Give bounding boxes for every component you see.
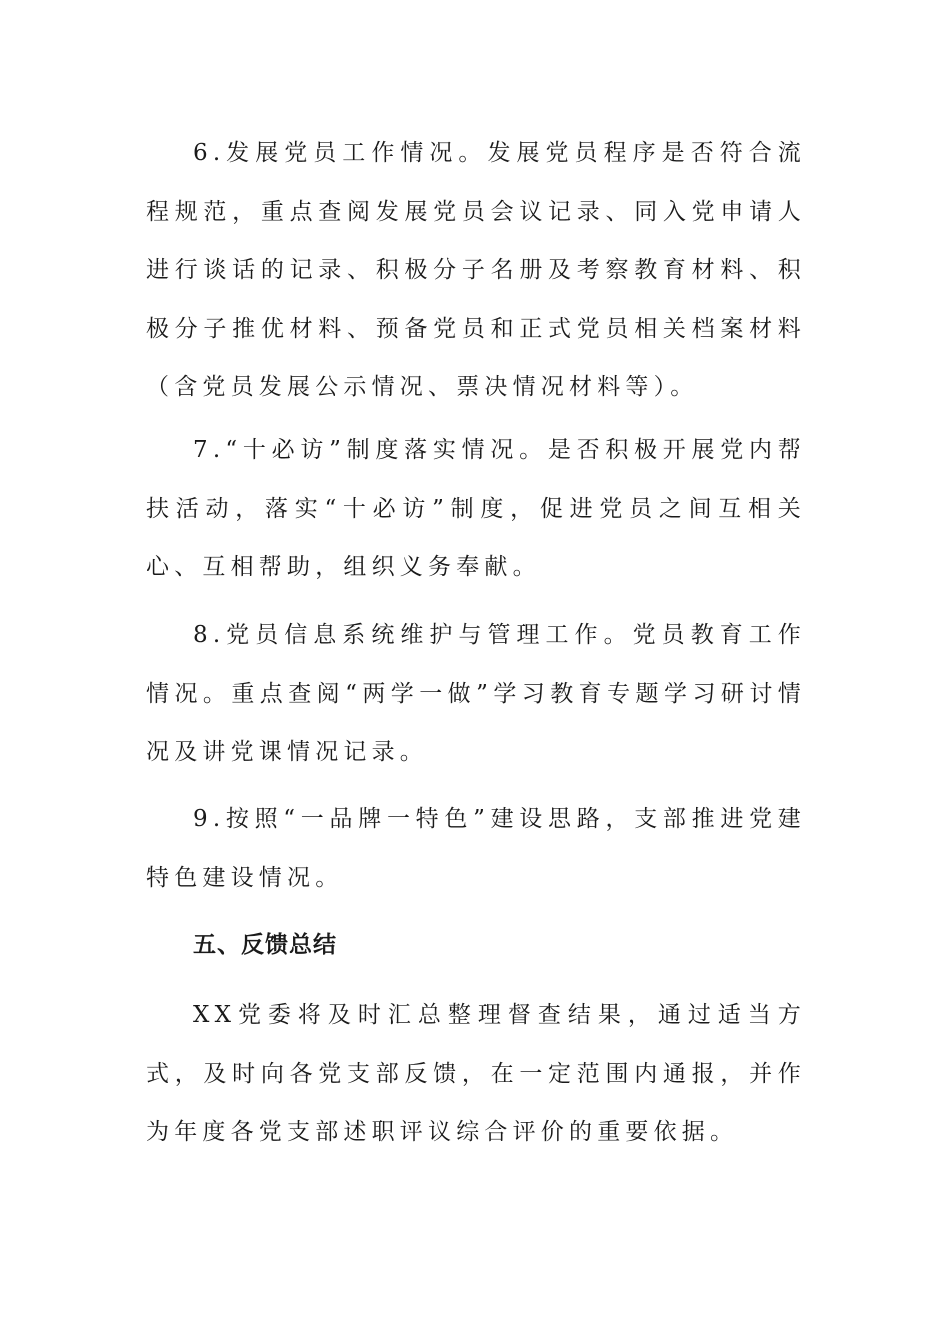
paragraph-item-6: 6.发展党员工作情况。发展党员程序是否符合流程规范，重点查阅发展党员会议记录、同入党申请人进行谈话的记录、积极分子名册及考察教育材料、积极分子推优材料、预备党员和正式党员相关档案材料（含党员发展公示情况、票决情况材料等）。: [146, 140, 806, 400]
section-heading-feedback-summary: 五、反馈总结: [193, 932, 337, 958]
paragraph-feedback-summary: XX党委将及时汇总整理督查结果，通过适当方式，及时向各党支部反馈，在一定范围内通报，并作为年度各党支部述职评议综合评价的重要依据。: [146, 1002, 806, 1145]
paragraph-item-8: 8.党员信息系统维护与管理工作。党员教育工作情况。重点查阅“两学一做”学习教育专题学习研讨情况及讲党课情况记录。: [146, 622, 806, 765]
paragraph-item-9: 9.按照“一品牌一特色”建设思路，支部推进党建特色建设情况。: [146, 806, 806, 891]
paragraph-item-7: 7.“十必访”制度落实情况。是否积极开展党内帮扶活动，落实“十必访”制度，促进党员之间互相关心、互相帮助，组织义务奉献。: [146, 437, 806, 580]
